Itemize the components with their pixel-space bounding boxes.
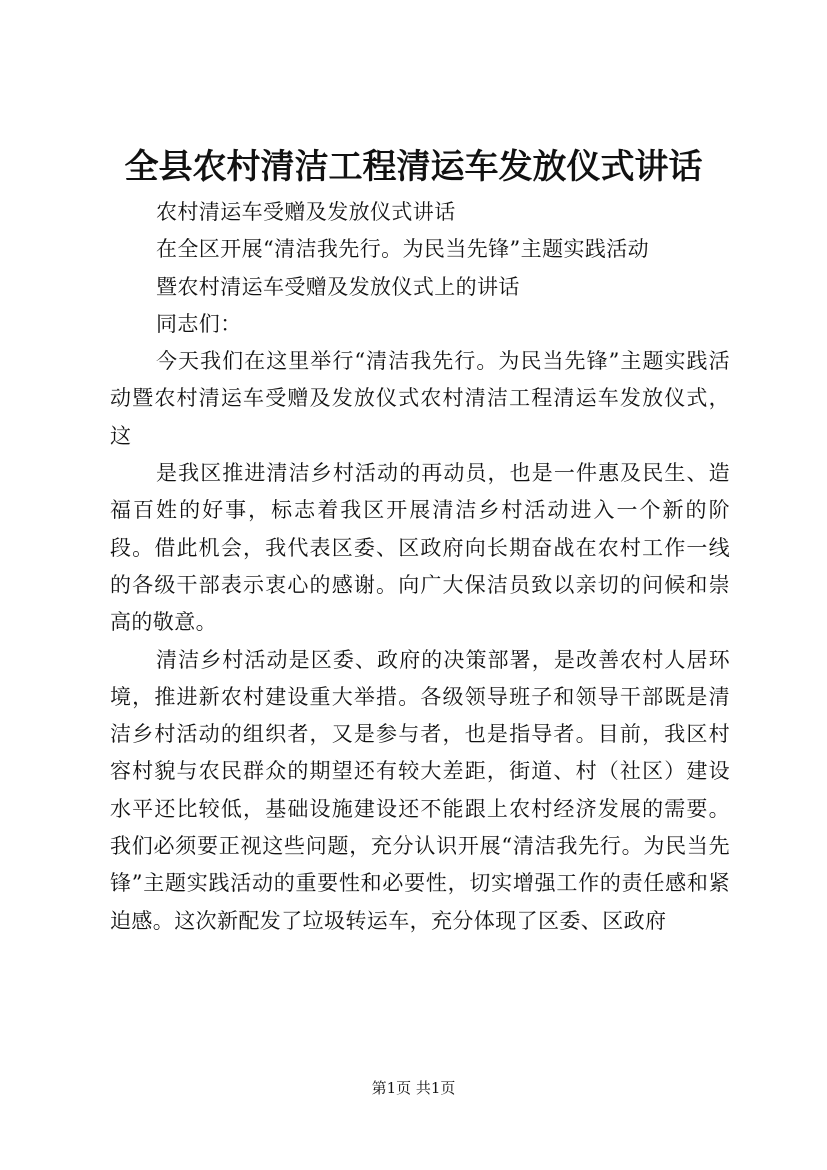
paragraph-2: 是我区推进清洁乡村活动的再动员，也是一件惠及民生、造福百姓的好事，标志着我区开展清洁乡村活动进入一个新的阶段。借此机会，我代表区委、区政府向长期奋战在农村工作一线的各级干部表示衷心的感谢。向广大保洁员致以亲切的问候和崇高的敬意。	[110, 461, 730, 635]
document-body	[110, 194, 730, 940]
document-title: 全县农村清洁工程清运车发放仪式讲话	[124, 147, 703, 187]
header-line-2: 在全区开展“清洁我先行。为民当先锋”主题实践活动	[156, 237, 650, 262]
header-line-3: 暨农村清运车受赠及发放仪式上的讲话	[156, 274, 520, 299]
header-line-1: 农村清运车受赠及发放仪式讲话	[156, 200, 456, 224]
paragraph-1: 今天我们在这里举行“清洁我先行。为民当先锋”主题实践活动暨农村清运车受赠及发放仪式农村清洁工程清运车发放仪式，这	[110, 349, 730, 448]
salutation: 同志们：	[156, 311, 242, 336]
page-number-footer: 第1页 共1页	[371, 1079, 456, 1097]
paragraph-3: 清洁乡村活动是区委、政府的决策部署，是改善农村人居环境，推进新农村建设重大举措。各级领导班子和领导干部既是清洁乡村活动的组织者，又是参与者，也是指导者。目前，我区村容村貌与农民群众的期望还有较大差距，街道、村（社区）建设水平还比较低，基础设施建设还不能跟上农村经济发展的需要。我们必须要正视这些问题，充分认识开展“清洁我先行。为民当先锋”主题实践活动的重要性和必要性，切实增强工作的责任感和紧迫感。这次新配发了垃圾转运车，充分体现了区委、区政府	[110, 647, 730, 933]
